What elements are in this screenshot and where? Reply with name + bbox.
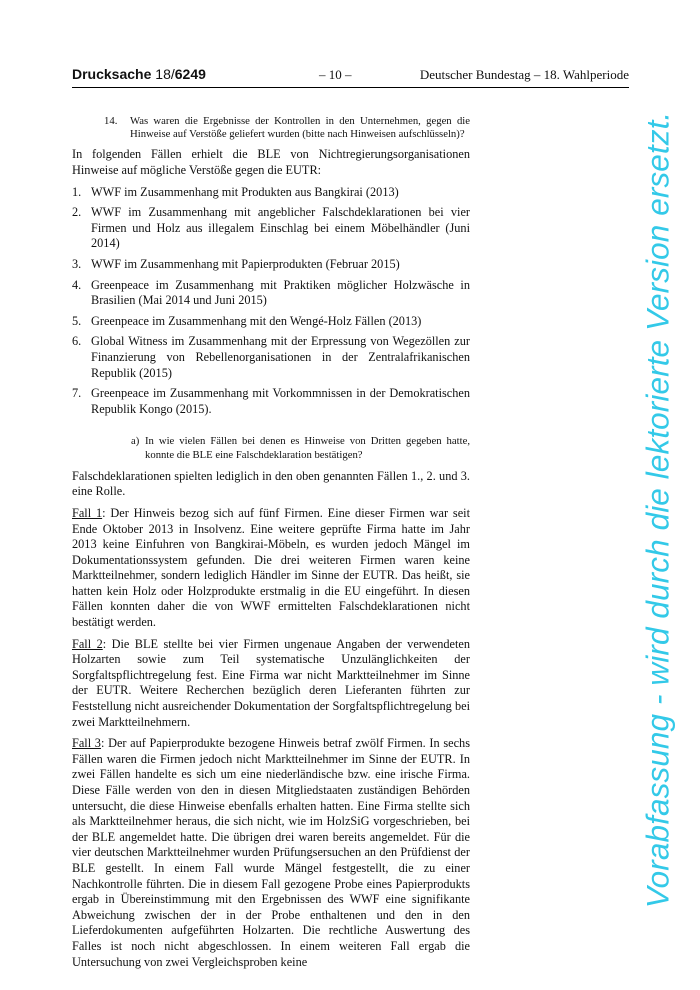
fall-2-label: Fall 2	[72, 636, 103, 651]
question-text: Was waren die Ergebnisse der Kontrollen in den Unternehmen, gegen die Hinweise auf Verstöße geliefert wurden (bitte nach Hinweisen aufschlüsseln)?	[130, 115, 470, 141]
fall-1-paragraph	[72, 506, 470, 631]
list-item-text: Greenpeace im Zusammenhang mit Praktiken möglicher Holzwäsche in Brasilien (Mai 2014 und Juni 2015)	[91, 277, 470, 308]
list-item	[72, 334, 470, 381]
list-item-text: Global Witness im Zusammenhang mit der Erpressung von Wegezöllen zur Finanzierung von Rebellenorganisationen in der Zentralafrikanischen Republik (2015)	[91, 334, 470, 380]
fall-1-label: Fall 1	[72, 505, 103, 520]
list-item	[72, 314, 470, 330]
list-item	[72, 257, 470, 273]
watermark-text: Vorabfassung - wird durch die lektorierte Version ersetzt.	[639, 111, 676, 909]
fall-3-paragraph	[72, 736, 470, 970]
list-item	[72, 205, 470, 252]
list-item-number: 4.	[72, 277, 82, 292]
page-header	[72, 66, 629, 88]
drucksache-number	[72, 66, 206, 82]
list-item-text: Greenpeace im Zusammenhang mit den Wengé-Holz Fällen (2013)	[91, 313, 422, 328]
question-a	[131, 435, 470, 461]
list-item-number: 3.	[72, 256, 82, 271]
answer-paragraph: Falschdeklarationen spielten lediglich in den oben genannten Fällen 1., 2. und 3. eine Rolle.	[72, 468, 470, 499]
case-list	[72, 185, 470, 418]
list-item-number: 5.	[72, 313, 82, 328]
fall-2-paragraph	[72, 637, 470, 731]
question-14	[104, 115, 470, 141]
list-item-number: 2.	[72, 205, 82, 220]
list-item-text: WWF im Zusammenhang mit Papierprodukten (Februar 2015)	[91, 256, 400, 271]
list-item-text: WWF im Zusammenhang mit angeblicher Falschdeklarationen bei vier Firmen und Holz aus illegalem Einschlag bei einem Möbelhändler (Juni 2014)	[91, 205, 470, 251]
fall-1-text: : Der Hinweis bezog sich auf fünf Firmen. Eine dieser Firmen war seit Ende Oktober 2013 in Insolvenz. Eine weitere geprüfte Firma hatte im Jahr 2013 keine Einfuhren von Bangkirai-Möbeln, es wurden jedoch Mängel im Dokumentationssystem gefunden. Die drei weiteren Firmen waren keine Marktteilnehmer, sondern lediglich Händler im Sinne der EUTR. Das heißt, sie hatten kein Holz oder Holzprodukte erstmalig in die EU eingeführt. In diesen Fällen konnten daher die von WWF ermittelten Falschdeklarationen nicht bestätigt werden.	[72, 505, 470, 630]
question-text: In wie vielen Fällen bei denen es Hinweise von Dritten gegeben hatte, konnte die BLE eine Falschdeklaration bestätigen?	[145, 435, 470, 461]
intro-paragraph: In folgenden Fällen erhielt die BLE von Nichtregierungsorganisationen Hinweise auf mögliche Verstöße gegen die EUTR:	[72, 147, 470, 177]
drucksache-label: Drucksache	[72, 66, 152, 82]
document-body	[72, 115, 470, 976]
drucksache-id: 6249	[174, 66, 206, 82]
fall-2-text: : Die BLE stellte bei vier Firmen ungenaue Angaben der verwendeten Holzarten sowie zum Teil systematische Unzulänglichkeiten der Sorgfaltspflichtregelung fest. Eine Firma war nicht Marktteilnehmer im Sinne der EUTR. Weitere Recherchen bezüglich deren Lieferanten führten zur Feststellung nicht ausreichender Dokumentation der Sorgfaltspflichtregelung bei zwei Marktteilnehmern.	[72, 636, 470, 729]
list-item	[72, 278, 470, 309]
page-number: – 10 –	[319, 67, 352, 82]
list-item	[72, 185, 470, 201]
question-number: a)	[131, 435, 140, 448]
list-item-number: 7.	[72, 386, 82, 401]
drucksache-period: 18/	[155, 66, 175, 82]
list-item	[72, 386, 470, 417]
list-item-text: Greenpeace im Zusammenhang mit Vorkommnissen in der Demokratischen Republik Kongo (2015).	[91, 386, 470, 416]
list-item-number: 6.	[72, 334, 82, 349]
list-item-text: WWF im Zusammenhang mit Produkten aus Bangkirai (2013)	[91, 184, 399, 199]
list-item-number: 1.	[72, 184, 82, 199]
fall-3-text: : Der auf Papierprodukte bezogene Hinweis betraf zwölf Firmen. In sechs Fällen waren die Firmen jedoch nicht Marktteilnehmer im Sinne der EUTR. In zwei Fällen handelte es sich um eine niederländische bzw. eine irische Firma. Diese Fälle werden von den in diesen Mitgliedstaaten zuständigen Behörden untersucht, die diese Hinweise ebenfalls erhalten hatten. Eine Firma stellte sich als Marktteilnehmer heraus, die sich nicht, wie im HolzSiG vorgeschrieben, bei der BLE angemeldet hatte. Die übrigen drei waren bereits angemeldet. Für die vier deutschen Marktteilnehmer wurden Prüfungsersuchen an den Prüfdienst der BLE gestellt. In einem Fall wurde Mängel festgestellt, die zu einer Nachkontrolle führten. Die in diesem Fall gezogene Probe eines Papierprodukts ergab in Übereinstimmung mit den Ergebnissen des WWF eine signifikante Abweichung zwischen der in der Probe enthaltenen und den in den Lieferdokumenten aufgeführten Holzarten. Die rechtliche Auswertung des Falles ist noch nicht abgeschlossen. In einem weiteren Fall ergab die Untersuchung von zwei Vergleichsproben keine	[72, 736, 470, 969]
fall-3-label: Fall 3	[72, 736, 101, 751]
header-parliament: Deutscher Bundestag – 18. Wahlperiode	[419, 67, 629, 82]
question-number: 14.	[104, 115, 118, 127]
draft-watermark	[621, 110, 695, 910]
